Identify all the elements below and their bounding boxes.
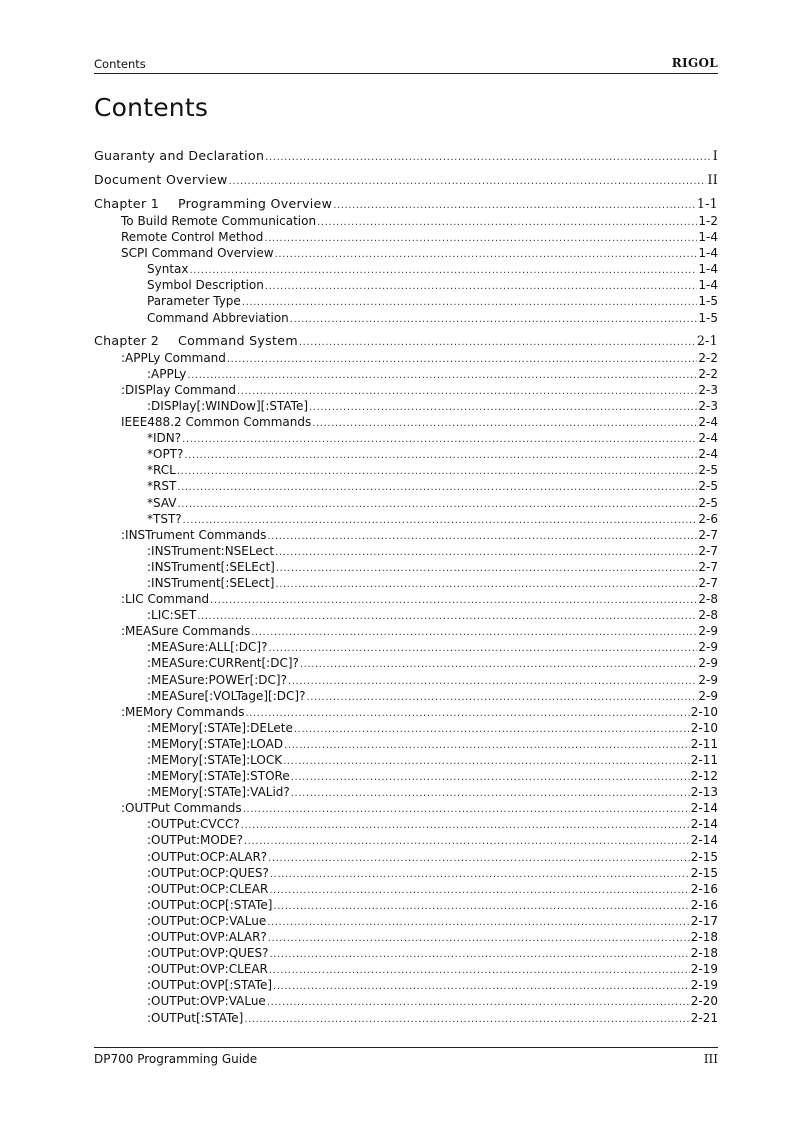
toc-entry[interactable] bbox=[94, 816, 718, 832]
toc-entry-label: Syntax bbox=[147, 262, 189, 277]
toc-entry[interactable] bbox=[94, 398, 718, 414]
toc-entry[interactable] bbox=[94, 720, 718, 736]
toc-entry-label: :INSTrument[:SELEct] bbox=[147, 559, 275, 574]
toc-page-number: 2-4 bbox=[698, 447, 718, 462]
toc-dot-leader bbox=[275, 577, 697, 593]
toc-dot-leader bbox=[187, 368, 697, 384]
table-of-contents bbox=[94, 147, 718, 1026]
toc-page-number: 2-7 bbox=[698, 543, 718, 558]
toc-entry-label: Command Abbreviation bbox=[147, 310, 289, 325]
toc-entry[interactable] bbox=[94, 784, 718, 800]
toc-page-number: 2-7 bbox=[698, 575, 718, 590]
toc-entry-label: :OUTPut:OVP[:STATe] bbox=[147, 978, 273, 993]
toc-entry-label: :MEMory[:STATe]:LOCK bbox=[147, 753, 283, 767]
toc-entry-label: :OUTPut:OCP:QUES? bbox=[147, 865, 269, 880]
toc-entry[interactable] bbox=[94, 559, 718, 575]
toc-entry[interactable] bbox=[94, 704, 718, 720]
toc-entry[interactable] bbox=[94, 977, 718, 993]
toc-chapter-title: Programming Overview bbox=[178, 196, 333, 211]
toc-entry[interactable] bbox=[94, 897, 718, 913]
toc-page-number: 1-4 bbox=[698, 230, 718, 245]
toc-dot-leader bbox=[312, 416, 697, 432]
toc-dot-leader bbox=[275, 545, 697, 561]
toc-entry-label: :DISPlay[:WINDow][:STATe] bbox=[147, 398, 309, 413]
toc-entry[interactable] bbox=[94, 527, 718, 543]
toc-entry-label: :MEMory Commands bbox=[121, 704, 245, 719]
toc-page-number: 2-21 bbox=[690, 1010, 718, 1025]
toc-page-number: 2-5 bbox=[698, 463, 718, 478]
toc-entry-label: :INSTrument[:SELect] bbox=[147, 575, 275, 590]
toc-entry[interactable] bbox=[94, 195, 718, 213]
toc-page-number: 2-9 bbox=[698, 624, 718, 639]
toc-dot-leader bbox=[269, 883, 689, 899]
toc-page-number: 2-19 bbox=[690, 978, 718, 993]
toc-entry[interactable] bbox=[94, 607, 718, 623]
toc-dot-leader bbox=[317, 215, 697, 231]
toc-entry-label: Symbol Description bbox=[147, 278, 264, 293]
toc-dot-leader bbox=[245, 706, 689, 722]
toc-dot-leader bbox=[265, 149, 711, 167]
toc-dot-leader bbox=[290, 312, 698, 328]
toc-page-number: 2-9 bbox=[698, 640, 718, 655]
toc-entry-label: :OUTPut:OCP:VALue bbox=[147, 913, 267, 928]
toc-entry[interactable] bbox=[94, 171, 718, 189]
toc-entry[interactable] bbox=[94, 913, 718, 929]
toc-page-number: 2-11 bbox=[690, 736, 718, 751]
toc-dot-leader bbox=[291, 770, 690, 786]
toc-dot-leader bbox=[197, 609, 697, 625]
toc-entry[interactable] bbox=[94, 800, 718, 816]
footer-doc-title: DP700 Programming Guide bbox=[94, 1052, 258, 1066]
toc-dot-leader bbox=[177, 464, 698, 480]
toc-dot-leader bbox=[210, 593, 697, 609]
toc-entry-label: :OUTPut:MODE? bbox=[147, 833, 243, 848]
toc-entry-label: *RST bbox=[147, 479, 177, 494]
toc-entry-label: IEEE488.2 Common Commands bbox=[121, 415, 312, 430]
toc-entry-label: :APPLy Command bbox=[121, 350, 226, 365]
footer-page-number: III bbox=[703, 1052, 718, 1066]
toc-page-number: 2-8 bbox=[698, 592, 718, 607]
page-title: Contents bbox=[94, 93, 209, 122]
toc-entry-label: :APPLy bbox=[147, 366, 187, 381]
toc-dot-leader bbox=[269, 963, 690, 979]
toc-dot-leader bbox=[241, 818, 690, 834]
toc-page-number: 2-15 bbox=[690, 865, 718, 880]
toc-chapter-number: Chapter 1 bbox=[94, 196, 160, 211]
toc-entry-label: :OUTPut:OVP:CLEAR bbox=[147, 962, 268, 977]
toc-dot-leader bbox=[275, 247, 698, 263]
toc-entry[interactable] bbox=[94, 261, 718, 277]
toc-entry[interactable] bbox=[94, 655, 718, 671]
toc-page-number: 1-4 bbox=[698, 246, 718, 261]
toc-page-number: 1-2 bbox=[698, 214, 718, 228]
toc-entry-label: :OUTPut:OVP:VALue bbox=[147, 994, 266, 1009]
toc-page-number: 2-16 bbox=[690, 881, 718, 896]
toc-dot-leader bbox=[299, 334, 696, 352]
toc-page-number: 2-4 bbox=[698, 415, 718, 430]
toc-entry-label: *IDN? bbox=[147, 431, 182, 446]
toc-entry[interactable] bbox=[94, 511, 718, 527]
toc-entry[interactable] bbox=[94, 736, 718, 752]
toc-dot-leader bbox=[291, 786, 690, 802]
toc-dot-leader bbox=[267, 995, 690, 1011]
toc-entry[interactable] bbox=[94, 350, 718, 366]
toc-entry[interactable] bbox=[94, 293, 718, 309]
toc-entry-label: :MEASure:CURRent[:DC]? bbox=[147, 656, 299, 671]
toc-entry-label: :OUTPut:OVP:ALAR? bbox=[147, 930, 267, 945]
toc-dot-leader bbox=[184, 448, 697, 464]
toc-entry-label: :OUTPut Commands bbox=[121, 801, 242, 816]
toc-page-number: 1-4 bbox=[698, 262, 718, 277]
toc-entry[interactable] bbox=[94, 832, 718, 848]
toc-entry[interactable] bbox=[94, 929, 718, 945]
toc-entry[interactable] bbox=[94, 332, 718, 350]
toc-entry[interactable] bbox=[94, 591, 718, 607]
toc-dot-leader bbox=[270, 947, 690, 963]
toc-entry-label: :OUTPut:OCP:CLEAR bbox=[147, 881, 269, 896]
toc-page-number: 2-10 bbox=[690, 720, 718, 735]
toc-entry[interactable] bbox=[94, 366, 718, 382]
toc-dot-leader bbox=[243, 802, 690, 818]
toc-page-number: 2-16 bbox=[690, 897, 718, 912]
toc-entry[interactable] bbox=[94, 277, 718, 293]
toc-dot-leader bbox=[182, 432, 697, 448]
toc-entry-label: SCPI Command Overview bbox=[121, 246, 274, 261]
toc-page-number: 2-14 bbox=[690, 833, 718, 848]
toc-entry[interactable] bbox=[94, 639, 718, 655]
toc-page-number: 1-5 bbox=[698, 294, 718, 309]
toc-entry-label: :OUTPut[:STATe] bbox=[147, 1010, 244, 1025]
toc-entry-label: :MEMory[:STATe]:LOAD bbox=[147, 736, 284, 751]
toc-entry[interactable] bbox=[94, 229, 718, 245]
header-brand-logo: RIGOL bbox=[671, 56, 718, 70]
toc-page-number: 2-9 bbox=[698, 688, 718, 703]
toc-entry-label: Parameter Type bbox=[147, 294, 241, 309]
toc-page-number: 2-5 bbox=[698, 495, 718, 510]
toc-dot-leader bbox=[294, 722, 690, 738]
toc-entry[interactable] bbox=[94, 623, 718, 639]
toc-page-number: I bbox=[712, 148, 718, 163]
toc-entry-label: :DISPlay Command bbox=[121, 382, 236, 397]
toc-dot-leader bbox=[268, 851, 690, 867]
toc-page-number: 2-9 bbox=[698, 656, 718, 671]
toc-entry-label: :MEASure:POWEr[:DC]? bbox=[147, 672, 287, 687]
toc-page-number: 2-2 bbox=[698, 366, 718, 381]
toc-page-number: 2-11 bbox=[690, 753, 718, 767]
toc-entry[interactable] bbox=[94, 147, 718, 165]
page-header bbox=[94, 56, 718, 74]
toc-entry-label: Guaranty and Declaration bbox=[94, 148, 265, 163]
toc-page-number: 2-14 bbox=[690, 817, 718, 832]
toc-dot-leader bbox=[300, 657, 697, 673]
toc-entry-label: :MEASure:ALL[:DC]? bbox=[147, 640, 268, 655]
toc-entry[interactable] bbox=[94, 961, 718, 977]
toc-entry-label: *TST? bbox=[147, 511, 182, 526]
toc-chapter-number: Chapter 2 bbox=[94, 332, 160, 348]
toc-page-number: 2-4 bbox=[698, 431, 718, 446]
toc-page-number: II bbox=[707, 172, 718, 187]
toc-entry[interactable] bbox=[94, 495, 718, 511]
toc-entry[interactable] bbox=[94, 849, 718, 865]
toc-entry-label: :INSTrument:NSELect bbox=[147, 543, 275, 558]
toc-dot-leader bbox=[283, 754, 690, 770]
toc-entry-label: :MEASure[:VOLTage][:DC]? bbox=[147, 688, 306, 703]
toc-entry[interactable] bbox=[94, 752, 718, 768]
toc-page-number: 2-1 bbox=[696, 332, 718, 348]
toc-page-number: 2-9 bbox=[698, 672, 718, 687]
toc-dot-leader bbox=[276, 561, 698, 577]
toc-page-number: 2-15 bbox=[690, 849, 718, 864]
toc-dot-leader bbox=[264, 231, 697, 247]
toc-page-number: 1-4 bbox=[698, 278, 718, 293]
toc-entry[interactable] bbox=[94, 446, 718, 462]
toc-dot-leader bbox=[267, 529, 697, 545]
toc-entry-label: :LIC:SET bbox=[147, 608, 197, 623]
toc-entry-label: :OUTPut:OVP:QUES? bbox=[147, 946, 269, 961]
toc-entry-label: :MEMory[:STATe]:VALid? bbox=[147, 785, 290, 800]
header-section-label: Contents bbox=[94, 57, 146, 71]
toc-dot-leader bbox=[244, 1012, 689, 1028]
toc-dot-leader bbox=[306, 690, 697, 706]
toc-entry-label: :OUTPut:CVCC? bbox=[147, 817, 240, 832]
toc-page-number: 2-20 bbox=[690, 994, 718, 1009]
toc-dot-leader bbox=[251, 625, 697, 641]
toc-entry-label: Remote Control Method bbox=[121, 230, 264, 245]
toc-page-number: 2-7 bbox=[698, 527, 718, 542]
toc-entry[interactable] bbox=[94, 310, 718, 326]
toc-dot-leader bbox=[189, 263, 697, 279]
toc-entry[interactable] bbox=[94, 993, 718, 1009]
toc-dot-leader bbox=[268, 641, 697, 657]
toc-entry-label: :MEMory[:STATe]:STORe bbox=[147, 769, 290, 784]
toc-page-number: 2-19 bbox=[690, 962, 718, 977]
toc-entry-label: :MEMory[:STATe]:DELete bbox=[147, 720, 293, 735]
toc-entry-label: *RCL bbox=[147, 463, 176, 478]
toc-entry-label: :LIC Command bbox=[121, 592, 210, 607]
toc-page-number: 1-5 bbox=[698, 310, 718, 325]
toc-dot-leader bbox=[178, 497, 698, 513]
toc-entry[interactable] bbox=[94, 672, 718, 688]
toc-entry[interactable] bbox=[94, 865, 718, 881]
toc-page-number: 1-1 bbox=[696, 196, 718, 211]
toc-dot-leader bbox=[273, 899, 689, 915]
toc-entry[interactable] bbox=[94, 768, 718, 784]
toc-entry[interactable] bbox=[94, 462, 718, 478]
toc-page-number: 2-3 bbox=[698, 382, 718, 397]
toc-entry[interactable] bbox=[94, 688, 718, 704]
toc-dot-leader bbox=[177, 480, 697, 496]
toc-entry[interactable] bbox=[94, 945, 718, 961]
toc-page-number: 2-5 bbox=[698, 479, 718, 494]
toc-dot-leader bbox=[309, 400, 697, 416]
toc-entry[interactable] bbox=[94, 245, 718, 261]
toc-page-number: 2-13 bbox=[690, 785, 718, 800]
toc-chapter-heading bbox=[94, 195, 332, 213]
toc-dot-leader bbox=[267, 915, 690, 931]
toc-entry-label: To Build Remote Communication bbox=[121, 214, 317, 228]
toc-page-number: 2-2 bbox=[698, 350, 718, 365]
toc-chapter-title: Command System bbox=[178, 332, 298, 348]
toc-entry[interactable] bbox=[94, 478, 718, 494]
toc-chapter-heading bbox=[94, 332, 298, 350]
toc-page-number: 2-8 bbox=[698, 608, 718, 623]
toc-entry-label: *SAV bbox=[147, 495, 177, 510]
toc-entry-label: :OUTPut:OCP:ALAR? bbox=[147, 849, 268, 864]
toc-entry[interactable] bbox=[94, 213, 718, 229]
page-footer bbox=[94, 1047, 718, 1066]
toc-entry[interactable] bbox=[94, 382, 718, 398]
toc-page-number: 2-18 bbox=[690, 946, 718, 961]
toc-page-number: 2-12 bbox=[690, 769, 718, 784]
toc-entry-label: :INSTrument Commands bbox=[121, 527, 267, 542]
toc-entry[interactable] bbox=[94, 881, 718, 897]
toc-entry-label: Document Overview bbox=[94, 172, 228, 187]
toc-page-number: 2-17 bbox=[690, 913, 718, 928]
toc-dot-leader bbox=[284, 738, 690, 754]
toc-dot-leader bbox=[229, 173, 707, 191]
toc-dot-leader bbox=[227, 352, 697, 368]
toc-page-number: 2-6 bbox=[698, 511, 718, 526]
toc-page-number: 2-18 bbox=[690, 930, 718, 945]
toc-dot-leader bbox=[244, 834, 690, 850]
toc-entry[interactable] bbox=[94, 414, 718, 430]
toc-entry[interactable] bbox=[94, 1010, 718, 1026]
toc-dot-leader bbox=[265, 279, 698, 295]
toc-dot-leader bbox=[273, 979, 690, 995]
toc-dot-leader bbox=[333, 197, 696, 215]
toc-entry[interactable] bbox=[94, 430, 718, 446]
toc-entry[interactable] bbox=[94, 575, 718, 591]
toc-page-number: 2-3 bbox=[698, 398, 718, 413]
toc-dot-leader bbox=[270, 867, 690, 883]
toc-page-number: 2-10 bbox=[690, 704, 718, 719]
toc-page-number: 2-14 bbox=[690, 801, 718, 816]
toc-entry-label: :MEASure Commands bbox=[121, 624, 251, 639]
toc-entry-label: :OUTPut:OCP[:STATe] bbox=[147, 897, 273, 912]
toc-entry-label: *OPT? bbox=[147, 447, 184, 462]
toc-dot-leader bbox=[242, 295, 698, 311]
toc-page-number: 2-7 bbox=[698, 559, 718, 574]
toc-dot-leader bbox=[268, 931, 690, 947]
toc-entry[interactable] bbox=[94, 543, 718, 559]
toc-dot-leader bbox=[288, 674, 697, 690]
